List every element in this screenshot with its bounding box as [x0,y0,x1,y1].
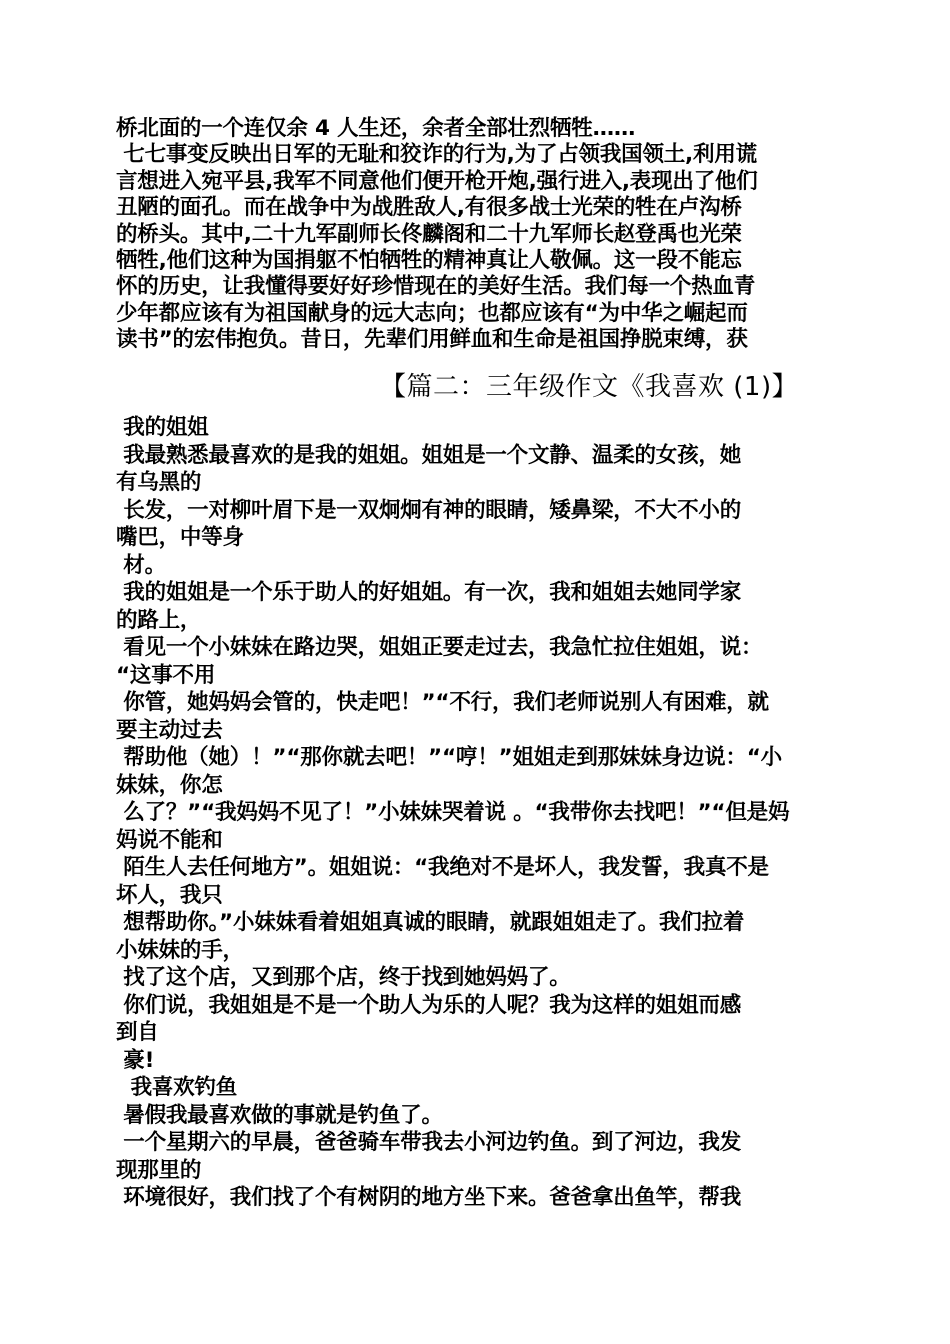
text-line: 长发，一对柳叶眉下是一双炯炯有神的眼睛，矮鼻梁，不大不小的 [116,497,741,523]
text-line: 找了这个店，又到那个店，终于找到她妈妈了。 [116,965,571,990]
text-line: 材。 [116,552,166,578]
text-line: 看见一个小妹妹在路边哭，姐姐正要走过去，我急忙拉住姐姐，说： [116,635,763,660]
text-line: 言想进入宛平县,我军不同意他们便开枪开炮,强行进入,表现出了他们 [116,168,758,194]
text-line: 陌生人去任何地方”。姐姐说：“我绝对不是坏人，我发誓，我真不是 [116,855,769,880]
text-line: 我的姐姐是一个乐于助人的好姐姐。有一次，我和姐姐去她同学家 [116,580,741,605]
text-line: 帮助他（她）！”“那你就去吧！”“哼！”姐姐走到那妹妹身边说：“小 [116,745,782,770]
text-line: 少年都应该有为祖国献身的远大志向；也都应该有“为中华之崛起而 [116,300,748,326]
text-line: 妈说不能和 [116,827,223,853]
text-line: 的路上， [116,607,202,633]
text-line: 读书”的宏伟抱负。昔日，先辈们用鲜血和生命是祖国挣脱束缚，获 [116,327,748,353]
text-line: 有乌黑的 [116,470,202,495]
text-line: 丑陋的面孔。而在战争中为战胜敌人,有很多战士光荣的牲在卢沟桥 [116,195,742,221]
text-line: 你们说，我姐姐是不是一个助人为乐的人呢？我为这样的姐姐而感 [116,992,741,1018]
text-line: 我喜欢钓鱼 [116,1075,238,1100]
text-line: “这事不用 [116,662,216,688]
text-line: 七七事变反映出日军的无耻和狡诈的行为,为了占领我国领土,利用谎 [116,142,757,168]
text-line: 要主动过去 [116,717,223,743]
text-line: 暑假我最喜欢做的事就是钓鱼了。 [116,1102,443,1128]
text-line: 桥北面的一个连仅余 4 人生还，余者全部壮烈牺牲…… [116,116,636,141]
text-line: 妹妹，你怎 [116,772,223,798]
text-line: 现那里的 [116,1157,202,1183]
text-line: 嘴巴，中等身 [116,525,244,550]
text-line: 的桥头。其中,二十九军副师长佟麟阁和二十九军师长赵登禹也光荣 [116,221,742,247]
text-line: 么了？”“我妈妈不见了！”小妹妹哭着说 。“我带你去找吧！”“但是妈 [116,800,790,825]
text-line: 环境很好，我们找了个有树阴的地方坐下来。爸爸拿出鱼竿，帮我 [116,1185,741,1210]
section-heading: 【篇二：三年级作文《我喜欢 (1)】 [380,372,799,402]
text-line: 你管，她妈妈会管的，快走吧！”“不行，我们老师说别人有困难，就 [116,690,769,715]
text-line: 小妹妹的手， [116,937,244,963]
text-line: 坏人，我只 [116,882,223,908]
text-line: 到自 [116,1020,159,1045]
text-line: 我的姐姐 [116,415,209,440]
text-line: 怀的历史，让我懂得要好好珍惜现在的美好生活。我们每一个热血青 [116,274,756,300]
text-line: 一个星期六的早晨，爸爸骑车带我去小河边钓鱼。到了河边，我发 [116,1130,741,1155]
text-line: 豪! [116,1047,155,1073]
text-line: 想帮助你。”小妹妹看着姐姐真诚的眼睛，就跟姐姐走了。我们拉着 [116,910,745,935]
text-line: 我最熟悉最喜欢的是我的姐姐。姐姐是一个文静、温柔的女孩，她 [116,442,741,468]
text-line: 牺牲,他们这种为国捐躯不怕牺牲的精神真让人敬佩。这一段不能忘 [116,248,742,274]
section-one-text [116,116,840,354]
section-two-text [116,414,840,1212]
